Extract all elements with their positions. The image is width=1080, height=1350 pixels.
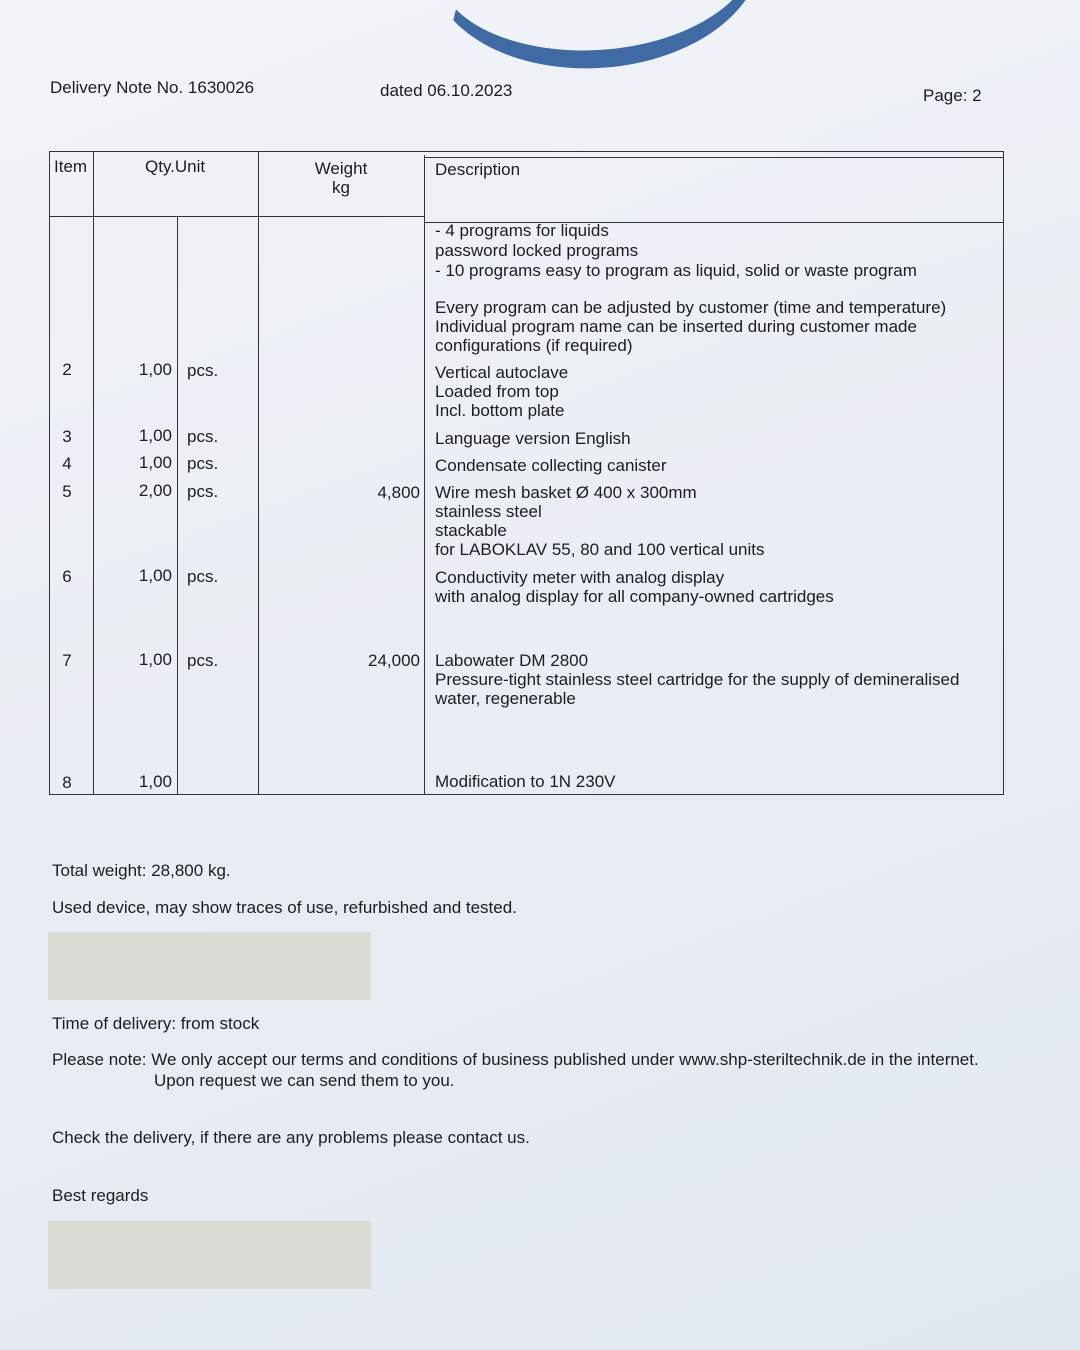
- item-unit: pcs.: [187, 427, 219, 446]
- item-description: water, regenerable: [435, 689, 576, 708]
- item-description: Incl. bottom plate: [435, 401, 565, 420]
- item-number: 7: [62, 651, 72, 670]
- item-weight: 4,800: [377, 483, 420, 502]
- item-number: 2: [62, 360, 72, 379]
- closing-regards: Best regards: [52, 1186, 149, 1205]
- item-number: 5: [62, 482, 72, 501]
- check-delivery-note: Check the delivery, if there are any problems please contact us.: [52, 1128, 530, 1147]
- delivery-note-number: Delivery Note No. 1630026: [50, 78, 255, 97]
- item-description: Wire mesh basket Ø 400 x 300mm: [435, 483, 697, 502]
- item-unit: pcs.: [187, 651, 219, 670]
- col-divider-weight: [424, 155, 425, 795]
- item-number: 3: [62, 427, 72, 446]
- item-description: Conductivity meter with analog display: [435, 568, 725, 587]
- page-number: Page: 2: [923, 86, 982, 105]
- item-description: with analog display for all company-owned cartridges: [435, 587, 834, 606]
- item-unit: pcs.: [187, 567, 219, 586]
- company-logo-arc: [423, 0, 769, 79]
- delivery-date: dated 06.10.2023: [380, 81, 513, 100]
- intro-line: Every program can be adjusted by customer (time and temperature): [435, 298, 947, 317]
- redacted-block: [48, 932, 371, 1000]
- col-divider-qty: [177, 216, 178, 795]
- intro-line: configurations (if required): [435, 336, 633, 355]
- item-number: 4: [62, 454, 72, 473]
- item-description: Language version English: [435, 429, 631, 448]
- item-description: Loaded from top: [435, 382, 559, 401]
- time-of-delivery: Time of delivery: from stock: [52, 1014, 260, 1033]
- item-quantity: 1,00: [138, 772, 172, 791]
- item-quantity: 1,00: [138, 453, 172, 472]
- item-quantity: 1,00: [138, 650, 172, 669]
- item-unit: pcs.: [187, 482, 219, 501]
- item-quantity: 1,00: [138, 566, 172, 585]
- item-description: stackable: [435, 521, 507, 540]
- column-header-weight-unit: kg: [332, 178, 350, 197]
- col-divider-item: [93, 151, 94, 795]
- top-rule-right: [424, 157, 1004, 158]
- intro-line: Individual program name can be inserted during customer made: [435, 317, 917, 336]
- terms-note: Please note: We only accept our terms and conditions of business published under www.shp-steriltechnik.de in the internet.: [52, 1050, 979, 1069]
- item-description: stainless steel: [435, 502, 542, 521]
- item-unit: pcs.: [187, 361, 219, 380]
- total-weight: Total weight: 28,800 kg.: [52, 861, 231, 880]
- item-quantity: 1,00: [138, 426, 172, 445]
- terms-note-continued: Upon request we can send them to you.: [154, 1071, 455, 1090]
- item-quantity: 2,00: [138, 481, 172, 500]
- column-header-description: Description: [435, 160, 521, 179]
- item-description: Condensate collecting canister: [435, 456, 667, 475]
- item-quantity: 1,00: [138, 360, 172, 379]
- col-divider-unit: [258, 151, 259, 795]
- column-header-qty-unit: Qty.Unit: [145, 157, 206, 176]
- item-description: Modification to 1N 230V: [435, 772, 616, 791]
- header-rule-left: [49, 216, 424, 217]
- used-device-note: Used device, may show traces of use, refurbished and tested.: [52, 898, 517, 917]
- item-description: Labowater DM 2800: [435, 651, 589, 670]
- item-description: for LABOKLAV 55, 80 and 100 vertical units: [435, 540, 765, 559]
- intro-line: password locked programs: [435, 241, 639, 260]
- item-number: 6: [62, 567, 72, 586]
- item-weight: 24,000: [368, 651, 420, 670]
- item-description: Vertical autoclave: [435, 363, 569, 382]
- column-header-weight: Weight: [314, 159, 368, 178]
- intro-line: - 4 programs for liquids: [435, 221, 609, 240]
- column-header-item: Item: [54, 157, 88, 176]
- item-unit: pcs.: [187, 454, 219, 473]
- item-description: Pressure-tight stainless steel cartridge for the supply of demineralised: [435, 670, 960, 689]
- redacted-signature: [48, 1221, 371, 1289]
- item-number: 8: [62, 773, 72, 792]
- intro-line: - 10 programs easy to program as liquid, solid or waste program: [435, 261, 917, 280]
